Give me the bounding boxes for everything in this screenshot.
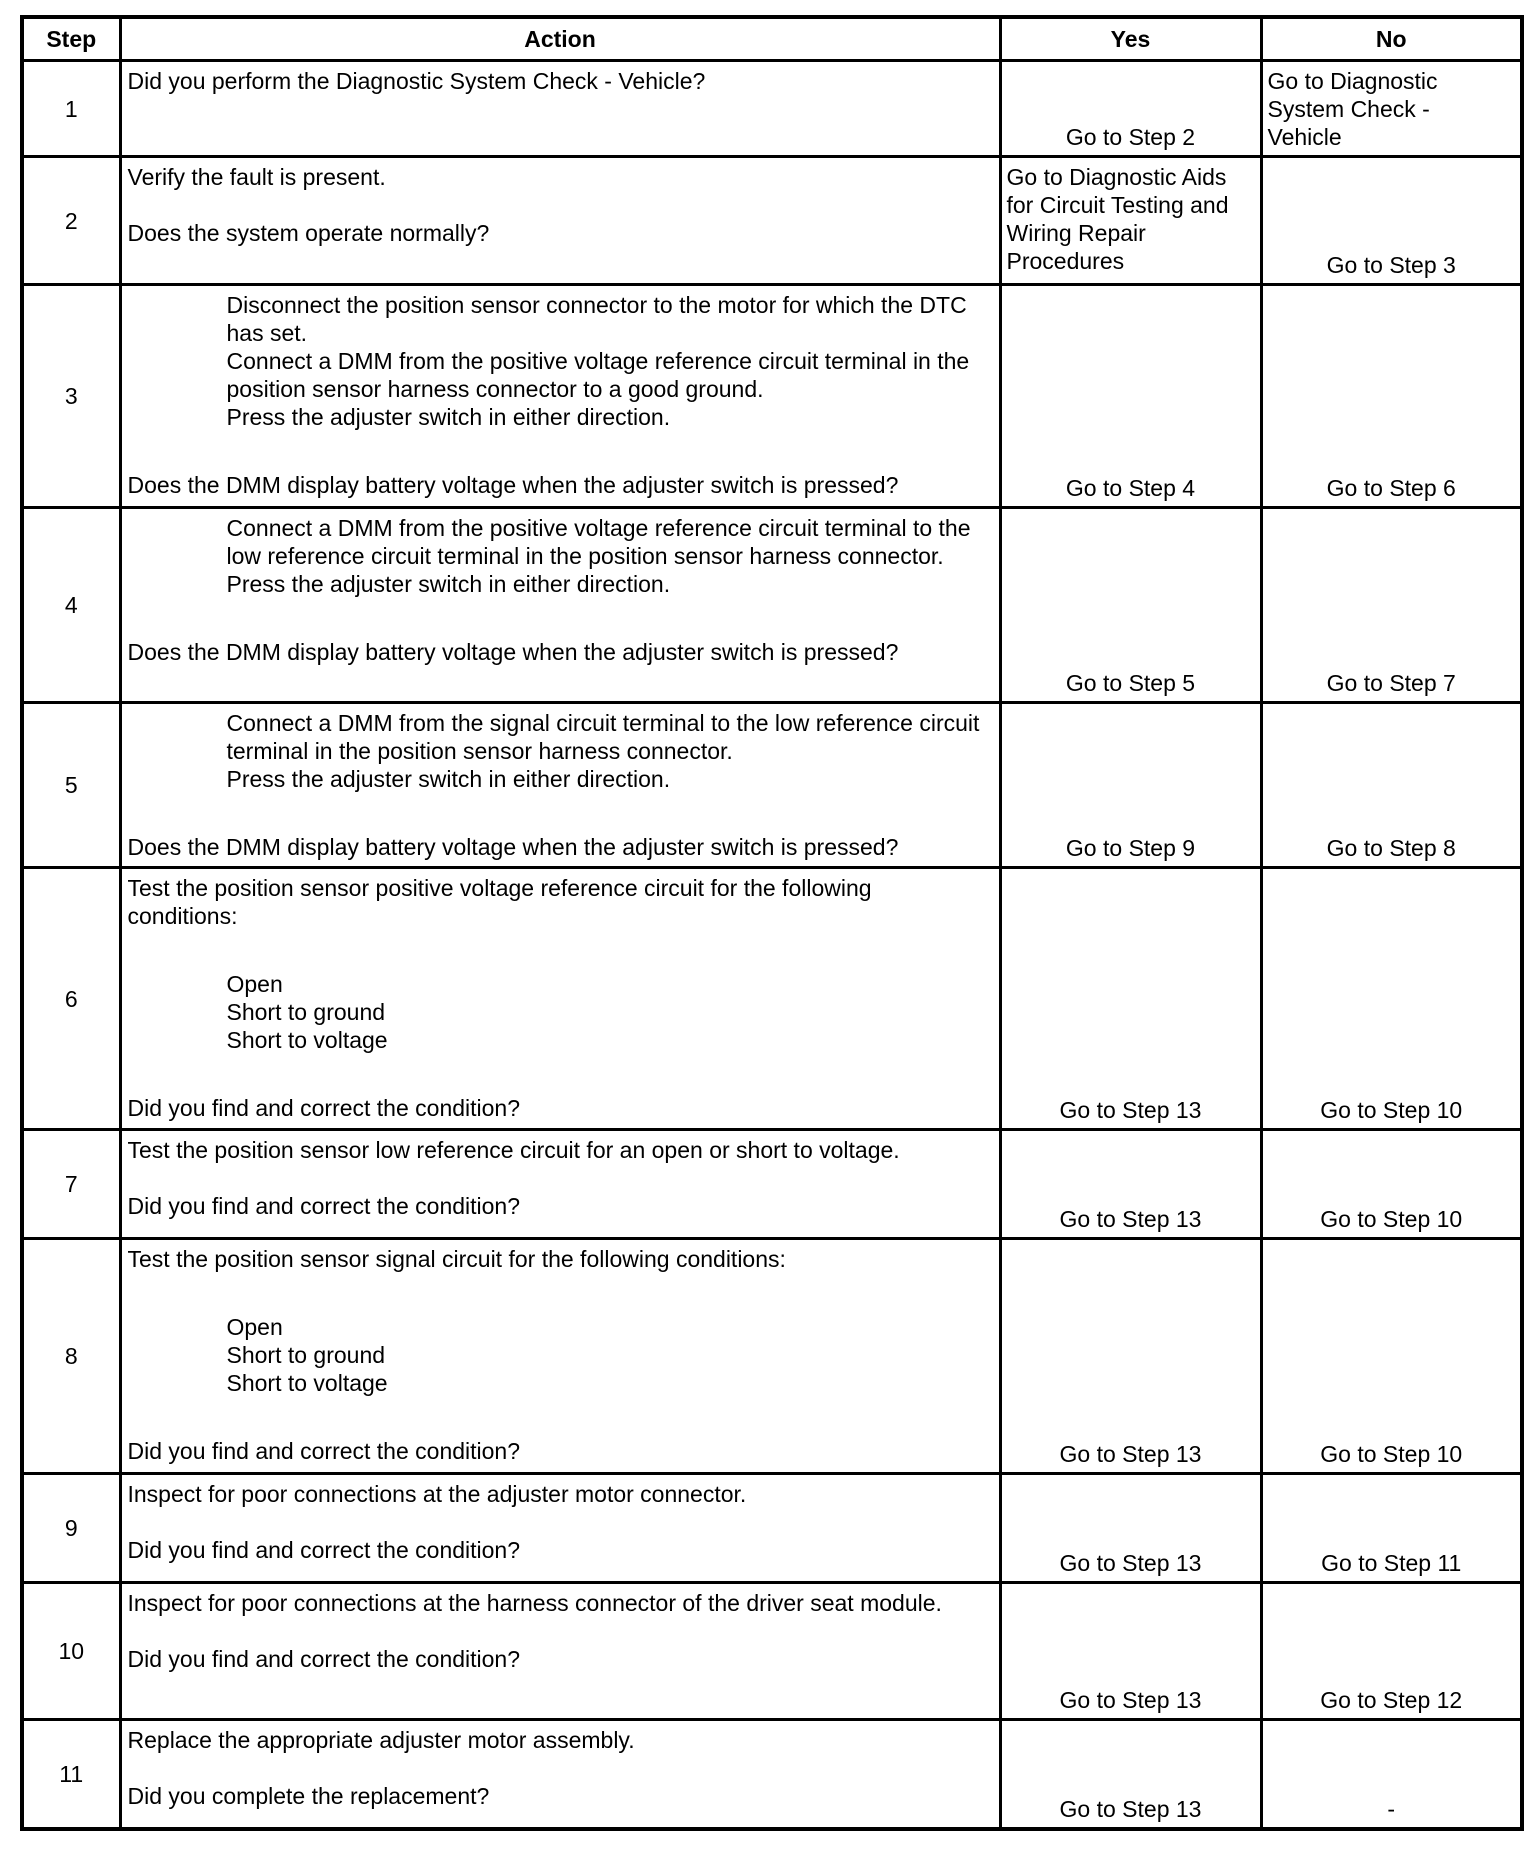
action-step-text: Press the adjuster switch in either direction. [226, 571, 671, 597]
action-text: Test the position sensor low reference circuit for an open or short to voltage. [127, 1137, 900, 1163]
condition-item: Short to ground [226, 999, 386, 1025]
no-cell: Go to Step 10 [1261, 868, 1522, 1130]
no-text: Go to Diagnostic [1267, 68, 1438, 94]
no-cell: Go to Step 10 [1261, 1130, 1522, 1239]
condition-item: Short to voltage [226, 1370, 388, 1396]
action-step-text: Disconnect the position sensor connector to the motor for which the DTC has set. [226, 292, 967, 346]
step-number: 10 [22, 1583, 120, 1720]
yes-cell: Go to Step 13 [1000, 1583, 1261, 1720]
table-row [22, 61, 1522, 157]
yes-cell: Go to Step 9 [1000, 703, 1261, 868]
table-row [22, 1130, 1522, 1239]
table-row [22, 285, 1522, 508]
action-question: Does the system operate normally? [127, 220, 490, 246]
action-text: Inspect for poor connections at the harness connector of the driver seat module. [127, 1590, 942, 1616]
no-cell: Go to Step 11 [1261, 1474, 1522, 1583]
yes-cell: Go to Step 13 [1000, 1474, 1261, 1583]
action-question: Did you find and correct the condition? [127, 1095, 521, 1121]
step-number: 2 [22, 157, 120, 285]
yes-cell: Go to Step 13 [1000, 1720, 1261, 1829]
yes-cell [1000, 157, 1261, 285]
yes-text: Wiring Repair [1006, 220, 1146, 246]
table-row [22, 1474, 1522, 1583]
action-question: Did you complete the replacement? [127, 1783, 490, 1809]
no-cell [1261, 61, 1522, 157]
action-question: Does the DMM display battery voltage when the adjuster switch is pressed? [127, 834, 899, 860]
no-cell: Go to Step 6 [1261, 285, 1522, 508]
action-step-text: Connect a DMM from the positive voltage reference circuit terminal to the low reference circuit terminal in the position sensor harness connector. [226, 515, 971, 569]
condition-item: Short to voltage [226, 1027, 388, 1053]
action-question: Does the DMM display battery voltage when the adjuster switch is pressed? [127, 639, 899, 665]
action-text: Test the position sensor positive voltage reference circuit for the following conditions: [127, 875, 872, 929]
table-row [22, 868, 1522, 1130]
yes-cell: Go to Step 13 [1000, 1130, 1261, 1239]
action-question: Did you find and correct the condition? [127, 1646, 521, 1672]
step-number: 11 [22, 1720, 120, 1829]
yes-cell: Go to Step 13 [1000, 1239, 1261, 1474]
action-text: Did you perform the Diagnostic System Check - Vehicle? [127, 68, 706, 94]
action-cell [120, 703, 1000, 868]
table-row [22, 157, 1522, 285]
header-action: Action [120, 17, 1000, 61]
action-cell [120, 1239, 1000, 1474]
no-text: System Check - [1267, 96, 1430, 122]
action-question: Did you find and correct the condition? [127, 1193, 521, 1219]
action-step-text: Press the adjuster switch in either direction. [226, 404, 671, 430]
table-row [22, 1239, 1522, 1474]
action-cell [120, 285, 1000, 508]
condition-item: Short to ground [226, 1342, 386, 1368]
yes-cell: Go to Step 5 [1000, 508, 1261, 703]
no-cell: - [1261, 1720, 1522, 1829]
no-cell: Go to Step 3 [1261, 157, 1522, 285]
yes-text: Procedures [1006, 248, 1125, 274]
action-cell [120, 61, 1000, 157]
action-text: Test the position sensor signal circuit for the following conditions: [127, 1246, 786, 1272]
action-cell [120, 1474, 1000, 1583]
action-cell [120, 157, 1000, 285]
table-row [22, 1720, 1522, 1829]
action-step-text: Press the adjuster switch in either direction. [226, 766, 671, 792]
no-text: Vehicle [1267, 124, 1342, 150]
action-step-text: Connect a DMM from the positive voltage reference circuit terminal in the position sensor harness connector to a good ground. [226, 348, 970, 402]
step-number: 3 [22, 285, 120, 508]
step-number: 7 [22, 1130, 120, 1239]
header-yes: Yes [1000, 17, 1261, 61]
yes-cell: Go to Step 13 [1000, 868, 1261, 1130]
action-cell [120, 1583, 1000, 1720]
table-row [22, 508, 1522, 703]
action-question: Does the DMM display battery voltage when the adjuster switch is pressed? [127, 472, 899, 498]
action-cell [120, 868, 1000, 1130]
no-cell: Go to Step 8 [1261, 703, 1522, 868]
header-row [22, 17, 1522, 61]
step-number: 4 [22, 508, 120, 703]
no-cell: Go to Step 7 [1261, 508, 1522, 703]
table-row [22, 1583, 1522, 1720]
condition-item: Open [226, 971, 283, 997]
step-number: 9 [22, 1474, 120, 1583]
step-number: 6 [22, 868, 120, 1130]
yes-text: Go to Diagnostic Aids [1006, 164, 1227, 190]
header-step: Step [22, 17, 120, 61]
action-cell [120, 1130, 1000, 1239]
action-cell [120, 1720, 1000, 1829]
yes-text: for Circuit Testing and [1006, 192, 1229, 218]
yes-cell: Go to Step 2 [1000, 61, 1261, 157]
step-number: 8 [22, 1239, 120, 1474]
header-no: No [1261, 17, 1522, 61]
no-cell: Go to Step 10 [1261, 1239, 1522, 1474]
action-text: Replace the appropriate adjuster motor assembly. [127, 1727, 635, 1753]
table-row [22, 703, 1522, 868]
no-cell: Go to Step 12 [1261, 1583, 1522, 1720]
diagnostic-table [20, 15, 1524, 1831]
step-number: 5 [22, 703, 120, 868]
action-text: Inspect for poor connections at the adjuster motor connector. [127, 1481, 747, 1507]
action-text: Verify the fault is present. [127, 164, 386, 190]
action-question: Did you find and correct the condition? [127, 1438, 521, 1464]
step-number: 1 [22, 61, 120, 157]
action-cell [120, 508, 1000, 703]
action-question: Did you find and correct the condition? [127, 1537, 521, 1563]
yes-cell: Go to Step 4 [1000, 285, 1261, 508]
condition-item: Open [226, 1314, 283, 1340]
action-step-text: Connect a DMM from the signal circuit terminal to the low reference circuit terminal in the position sensor harness connector. [226, 710, 980, 764]
